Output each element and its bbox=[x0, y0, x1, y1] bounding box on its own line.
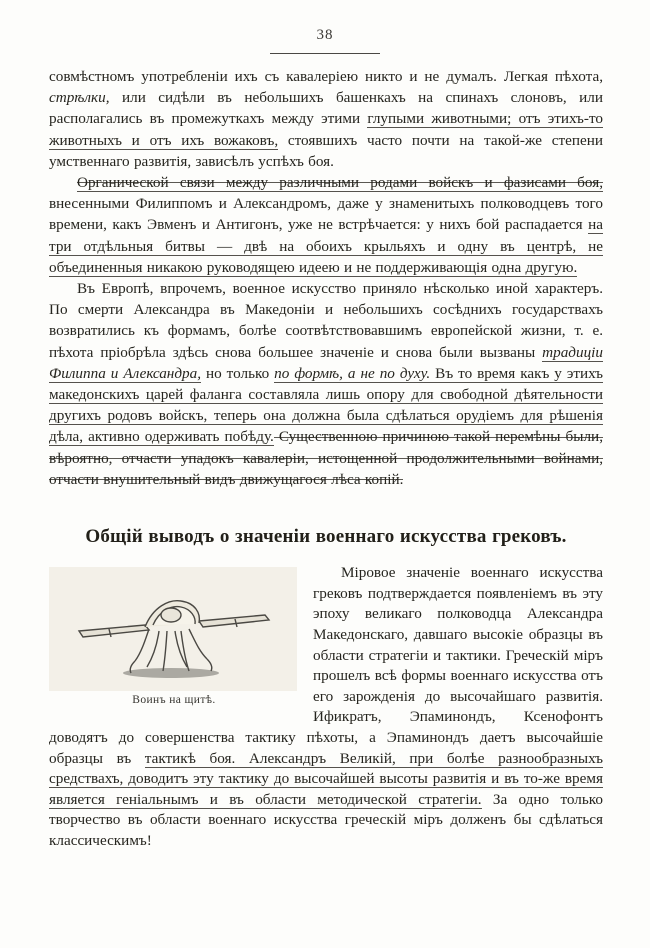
paragraph-2-underlined-a: Органической связи между различными родами войскъ и фазисами боя, bbox=[77, 174, 603, 192]
page-number-container bbox=[0, 26, 650, 44]
paragraph-3-underlined: Въ то время какъ у этихъ македонскихъ царей фаланга составляла лишь опору для свободной дѣятельности другихъ родовъ войскъ, теперь она должна была сдѣлаться орудіемъ для рѣшенія дѣла, активно одерживать побѣду. bbox=[49, 364, 603, 446]
section-heading: Общій выводъ о значеніи военнаго искусства грековъ. bbox=[85, 526, 567, 548]
paragraph-1-text-a: совмѣстномъ употребленіи ихъ съ кавалеріею никто и не думалъ. Легкая пѣхота, bbox=[49, 68, 603, 85]
paragraph-4-underlined-a: тактикѣ боя. Александръ Великій, при болѣе разнообразныхъ средствахъ, до bbox=[49, 749, 604, 788]
section-spacer bbox=[49, 490, 603, 526]
paragraph-1-underlined: глупыми животными; отъ этихъ-то животныхъ и отъ ихъ вожаковъ, bbox=[49, 110, 603, 149]
paragraph-3-italic-a: традиціи Филиппа и Александра, bbox=[49, 343, 603, 382]
paragraph-1-text-d: стоявшихъ часто почти на такой-же степени умственнаго развитія, зависѣлъ успѣхъ боя. bbox=[49, 131, 603, 170]
header-rule bbox=[270, 53, 380, 54]
paragraph-3-struck: Существенною причиною такой перемѣны были, вѣроятно, отчасти упадокъ кавалеріи, истощенной продолжительными войнами, отчасти внушительный видъ движущагося лѣса копій. bbox=[49, 428, 603, 488]
paragraph-4-text-d: За одно только творчество въ области военнаго искусства греческій міръ долженъ бы сдѣлаться классическимъ! bbox=[49, 790, 603, 849]
paragraph-1 bbox=[49, 66, 603, 172]
paragraph-2 bbox=[49, 172, 603, 278]
paragraph-1-italic: стрѣлки, bbox=[49, 89, 110, 107]
paragraph-1-text-b: или сидѣли въ небольшихъ башенкахъ на спинахъ слоновъ, или располагались въ промежуткахъ между этими bbox=[49, 89, 603, 128]
paragraph-2-text-b: внесенными Филиппомъ и Александромъ, даже у знаменитыхъ полководцевъ того времени, какъ Эвменъ и Антигонъ, уже не встрѣчается: у нихъ бой распадается bbox=[49, 195, 603, 234]
page-number: 38 bbox=[316, 27, 334, 43]
warrior-on-shield-illustration bbox=[49, 567, 297, 691]
paragraph-3-italic-b: по формѣ, а не по духу. bbox=[274, 364, 431, 382]
paragraph-3-text-a: Въ Европѣ, впрочемъ, военное искусство приняло нѣсколько иной характеръ. По смерти Александра въ Македоніи и небольшихъ сосѣднихъ государствахъ возвратились къ формамъ, болѣе соотвѣтствовавшимъ европейской жизни, т. е. пѣхота пріобрѣла здѣсь снова большее значеніе и снова были вызваны bbox=[49, 280, 603, 361]
page-content bbox=[49, 66, 603, 852]
paragraph-2-underlined-b: на три отдѣльныя битвы — двѣ на обоихъ крыльяхъ и одну въ центрѣ, не объединенныя никакою руководящею идеею и не поддерживающія одна другую. bbox=[49, 216, 603, 276]
paragraph-4-text-a: Міровое значеніе военнаго искусства грековъ подтверждается появленіемъ въ эту эпоху великаго полководца Александра Македонскаго, давшаго высокіе образцы въ области стратегіи и тактики. Греческій міръ прошелъ всѣ формы военнаго искусства отъ его зарожденія до высочайшаго развитія. Ификратъ, Эпаминондъ, Ксенофонтъ доводятъ до совершенства тактику пѣхоты, а Эпаминондъ даетъ высочайшіе образцы въ bbox=[49, 564, 603, 767]
paragraph-3 bbox=[49, 278, 603, 490]
paragraph-4-underlined-b: водитъ эту тактику до высочайшей высоты развитія и въ то-же время является геніальнымъ и въ области методической стратегіи. bbox=[49, 770, 603, 808]
figure-image bbox=[49, 567, 297, 691]
figure-warrior-on-shield bbox=[49, 567, 299, 706]
paragraph-3-text-b: но только bbox=[201, 364, 275, 382]
heading-spacer bbox=[49, 547, 603, 563]
figure-caption: Воинъ на щитѣ. bbox=[132, 694, 216, 707]
